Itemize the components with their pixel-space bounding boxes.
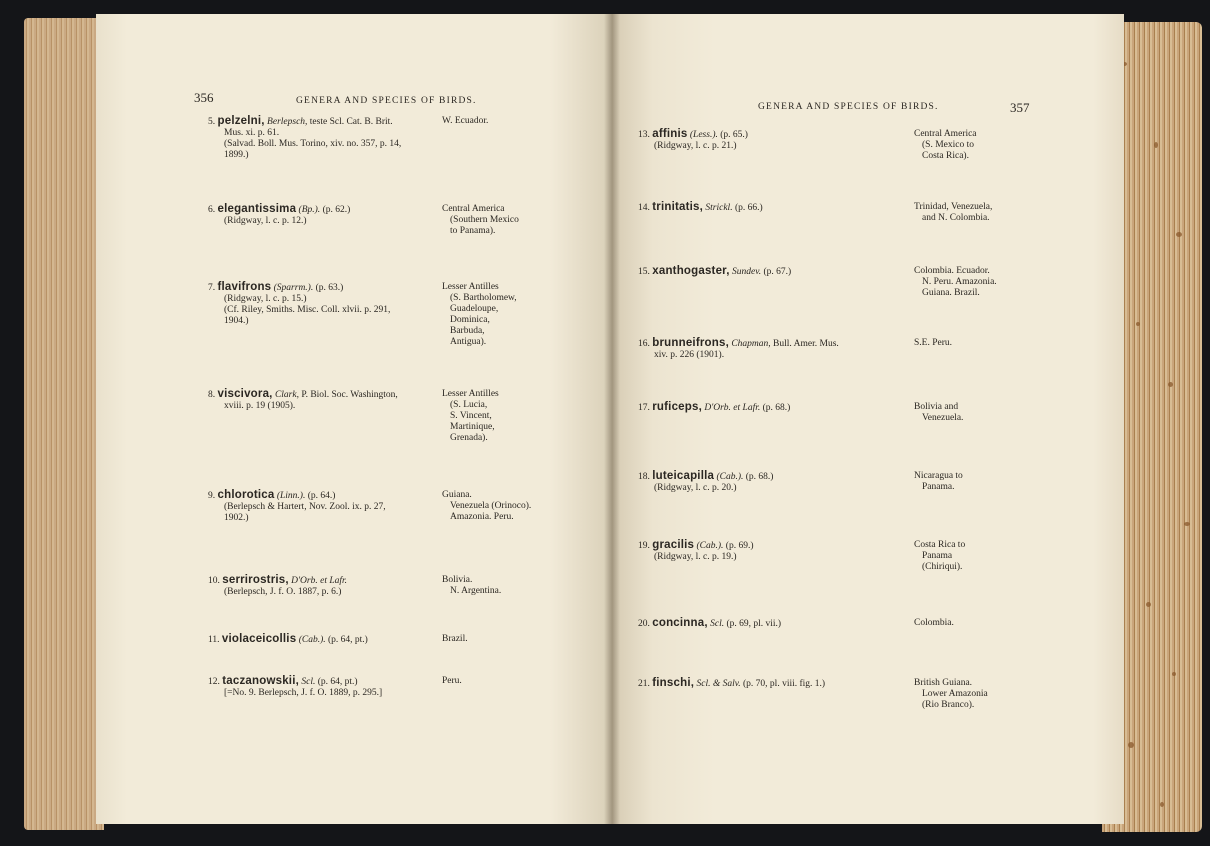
entry-number: 7. <box>208 283 216 293</box>
distribution-line: Bolivia and <box>914 402 959 412</box>
distribution-line: (Rio Branco). <box>922 700 975 710</box>
citation-reference: (p. 69.) <box>723 541 754 551</box>
entry-number: 15. <box>638 267 650 277</box>
author-name: D'Orb. et Lafr. <box>291 576 348 586</box>
entry-first-line <box>208 282 390 294</box>
author-name: Scl. & Salv. <box>696 679 741 689</box>
species-name: ruficeps, <box>652 401 702 413</box>
entry-first-line <box>208 634 368 646</box>
distribution-line: Lower Amazonia <box>922 689 988 699</box>
citation-reference: (p. 67.) <box>761 267 792 277</box>
entry-first-line <box>638 618 781 630</box>
distribution-line: S. Vincent, <box>450 411 492 421</box>
author-name: (Less.). <box>689 130 718 140</box>
species-name: trinitatis, <box>652 201 704 213</box>
distribution-line: Colombia. Ecuador. <box>914 266 990 276</box>
citation-reference: (p. 64, pt.) <box>325 635 368 645</box>
running-head-left: GENERA AND SPECIES OF BIRDS. <box>296 96 477 106</box>
distribution-line: Amazonia. Peru. <box>450 512 514 522</box>
entry-first-line <box>208 490 386 502</box>
entry-number: 9. <box>208 491 216 501</box>
entry-citation <box>638 678 825 690</box>
distribution <box>914 338 952 349</box>
entry-number: 19. <box>638 541 650 551</box>
entry-number: 18. <box>638 472 650 482</box>
entry-citation <box>208 490 386 524</box>
citation-line: 1904.) <box>224 316 249 326</box>
citation-line: 1902.) <box>224 513 249 523</box>
entry-number: 11. <box>208 635 220 645</box>
entry-first-line <box>208 116 401 128</box>
entry-citation <box>638 129 748 152</box>
distribution-line: Trinidad, Venezuela, <box>914 202 993 212</box>
entry-number: 13. <box>638 130 650 140</box>
page-number-left: 356 <box>194 90 214 105</box>
distribution-line: (Chiriqui). <box>922 562 963 572</box>
entry-number: 20. <box>638 619 650 629</box>
citation-line: (Berlepsch, J. f. O. 1887, p. 6.) <box>224 587 342 597</box>
citation-reference: (p. 65.) <box>717 130 748 140</box>
citation-line: (Salvad. Boll. Mus. Torino, xiv. no. 357, p. 14, <box>224 139 402 149</box>
citation-reference: (p. 68.) <box>760 403 791 413</box>
citation-reference: (p. 69, pl. vii.) <box>724 619 782 629</box>
distribution-line: (Southern Mexico <box>450 215 519 225</box>
distribution-line: N. Peru. Amazonia. <box>922 277 997 287</box>
citation-line: (Ridgway, l. c. p. 21.) <box>654 141 737 151</box>
distribution-line: Venezuela. <box>922 413 964 423</box>
distribution-line: Venezuela (Orinoco). <box>450 501 532 511</box>
distribution <box>442 116 488 127</box>
distribution-line: Central America <box>442 204 505 214</box>
citation-reference: (p. 64.) <box>305 491 336 501</box>
citation-reference: (p. 62.) <box>320 205 351 215</box>
entry-first-line <box>208 575 347 587</box>
citation-line: xviii. p. 19 (1905). <box>224 401 296 411</box>
author-name: (Bp.). <box>298 205 321 215</box>
distribution <box>442 634 468 645</box>
distribution <box>442 575 501 597</box>
entry-citation <box>638 266 791 278</box>
species-name: serrirostris, <box>222 574 289 586</box>
author-name: Clark, <box>274 390 299 400</box>
author-name: Scl. <box>710 619 725 629</box>
author-name: D'Orb. et Lafr. <box>704 403 761 413</box>
entry-first-line <box>638 266 791 278</box>
entry-number: 16. <box>638 339 650 349</box>
entry-number: 5. <box>208 117 216 127</box>
entry-first-line <box>208 676 382 688</box>
author-name: (Sparrm.). <box>273 283 314 293</box>
citation-line: [=No. 9. Berlepsch, J. f. O. 1889, p. 295.] <box>224 688 383 698</box>
entry-citation <box>208 575 347 598</box>
author-name: Berlepsch, <box>267 117 308 127</box>
distribution <box>914 402 963 424</box>
citation-reference: (p. 70, pl. viii. fig. 1.) <box>740 679 826 689</box>
species-name: gracilis <box>652 539 695 551</box>
entry-number: 6. <box>208 205 216 215</box>
author-name: (Linn.). <box>276 491 306 501</box>
entry-citation <box>638 471 773 494</box>
citation-line: 1899.) <box>224 150 249 160</box>
citation-line: (Berlepsch & Hartert, Nov. Zool. ix. p. 27, <box>224 502 386 512</box>
distribution-line: to Panama). <box>450 226 496 236</box>
entry-number: 8. <box>208 390 216 400</box>
distribution-line: Costa Rica to <box>914 540 966 550</box>
distribution <box>914 618 954 629</box>
distribution <box>914 471 963 493</box>
entry-first-line <box>638 471 773 483</box>
entry-citation <box>638 402 790 414</box>
distribution-line: Lesser Antilles <box>442 282 499 292</box>
running-head-right: GENERA AND SPECIES OF BIRDS. <box>758 102 939 112</box>
distribution-line: Lesser Antilles <box>442 389 499 399</box>
citation-line: (Ridgway, l. c. p. 12.) <box>224 216 307 226</box>
distribution-line: Guiana. Brazil. <box>922 288 980 298</box>
distribution-line: Bolivia. <box>442 575 473 585</box>
entry-citation <box>638 540 754 563</box>
distribution <box>914 202 992 224</box>
distribution <box>914 129 977 162</box>
distribution-line: British Guiana. <box>914 678 973 688</box>
entry-first-line <box>638 402 790 414</box>
species-name: finschi, <box>652 677 695 689</box>
species-name: flavifrons <box>217 281 272 293</box>
entry-citation <box>208 634 368 646</box>
distribution <box>914 678 988 711</box>
entry-first-line <box>638 678 825 690</box>
entry-first-line <box>208 204 350 216</box>
author-name: Strickl. <box>705 203 733 213</box>
distribution-line: W. Ecuador. <box>442 116 489 126</box>
author-name: (Cab.). <box>716 472 744 482</box>
citation-line: (Cf. Riley, Smiths. Misc. Coll. xlvii. p. 291, <box>224 305 391 315</box>
entry-citation <box>208 389 398 412</box>
distribution-line: Guiana. <box>442 490 472 500</box>
entry-number: 12. <box>208 677 220 687</box>
left-page <box>96 14 612 824</box>
distribution-line: (S. Mexico to <box>922 140 974 150</box>
citation-reference: teste Scl. Cat. B. Brit. <box>307 117 393 127</box>
distribution-line: Brazil. <box>442 634 468 644</box>
species-name: concinna, <box>652 617 708 629</box>
entry-citation <box>208 282 390 327</box>
species-name: xanthogaster, <box>652 265 730 277</box>
citation-line: (Ridgway, l. c. p. 19.) <box>654 552 737 562</box>
entry-citation <box>208 204 350 227</box>
page-number-right: 357 <box>1010 100 1030 115</box>
distribution-line: (S. Bartholomew, <box>450 293 517 303</box>
distribution-line: Nicaragua to <box>914 471 963 481</box>
distribution <box>442 204 519 237</box>
author-name: Scl. <box>301 677 316 687</box>
species-name: chlorotica <box>217 489 275 501</box>
species-name: elegantissima <box>217 203 297 215</box>
entry-citation <box>208 676 382 699</box>
entry-first-line <box>638 540 754 552</box>
entry-first-line <box>208 389 398 401</box>
distribution <box>442 282 517 348</box>
distribution-line: and N. Colombia. <box>922 213 990 223</box>
species-name: luteicapilla <box>652 470 715 482</box>
entry-first-line <box>638 338 839 350</box>
citation-line: Mus. xi. p. 61. <box>224 128 280 138</box>
distribution-line: Grenada). <box>450 433 488 443</box>
citation-reference: (p. 66.) <box>732 203 763 213</box>
left-page-edges <box>24 18 104 830</box>
species-name: affinis <box>652 128 688 140</box>
entry-number: 14. <box>638 203 650 213</box>
distribution-line: Antigua). <box>450 337 487 347</box>
distribution <box>914 266 997 299</box>
distribution-line: S.E. Peru. <box>914 338 952 348</box>
species-name: brunneifrons, <box>652 337 729 349</box>
distribution-line: Panama. <box>922 482 955 492</box>
species-name: pelzelni, <box>217 115 265 127</box>
distribution-line: Guadeloupe, <box>450 304 499 314</box>
distribution-line: Central America <box>914 129 977 139</box>
citation-line: (Ridgway, l. c. p. 15.) <box>224 294 307 304</box>
entry-citation <box>638 338 839 361</box>
entry-first-line <box>638 202 763 214</box>
entry-first-line <box>638 129 748 141</box>
distribution-line: Panama <box>922 551 953 561</box>
distribution <box>442 490 531 523</box>
distribution-line: Colombia. <box>914 618 954 628</box>
distribution-line: Dominica, <box>450 315 490 325</box>
citation-line: (Ridgway, l. c. p. 20.) <box>654 483 737 493</box>
species-name: taczanowskii, <box>222 675 299 687</box>
citation-reference: Bull. Amer. Mus. <box>770 339 839 349</box>
species-name: viscivora, <box>217 388 273 400</box>
book-gutter <box>604 14 620 824</box>
entry-citation <box>208 116 401 161</box>
distribution-line: Barbuda, <box>450 326 485 336</box>
entry-number: 21. <box>638 679 650 689</box>
distribution-line: Martinique, <box>450 422 495 432</box>
entry-number: 10. <box>208 576 220 586</box>
author-name: Sundev. <box>732 267 762 277</box>
distribution-line: Peru. <box>442 676 462 686</box>
citation-reference: P. Biol. Soc. Washington, <box>298 390 398 400</box>
author-name: (Cab.). <box>696 541 724 551</box>
citation-reference: (p. 64, pt.) <box>315 677 358 687</box>
entry-number: 17. <box>638 403 650 413</box>
citation-reference: (p. 63.) <box>313 283 344 293</box>
distribution <box>914 540 965 573</box>
distribution <box>442 389 499 444</box>
distribution-line: (S. Lucia, <box>450 400 488 410</box>
citation-line: xiv. p. 226 (1901). <box>654 350 725 360</box>
distribution-line: N. Argentina. <box>450 586 502 596</box>
distribution-line: Costa Rica). <box>922 151 969 161</box>
right-page <box>612 14 1124 824</box>
species-name: violaceicollis <box>221 633 297 645</box>
author-name: Chapman, <box>731 339 771 349</box>
citation-reference: (p. 68.) <box>743 472 774 482</box>
entry-citation <box>638 618 781 630</box>
entry-citation <box>638 202 763 214</box>
distribution <box>442 676 462 687</box>
author-name: (Cab.). <box>298 635 326 645</box>
